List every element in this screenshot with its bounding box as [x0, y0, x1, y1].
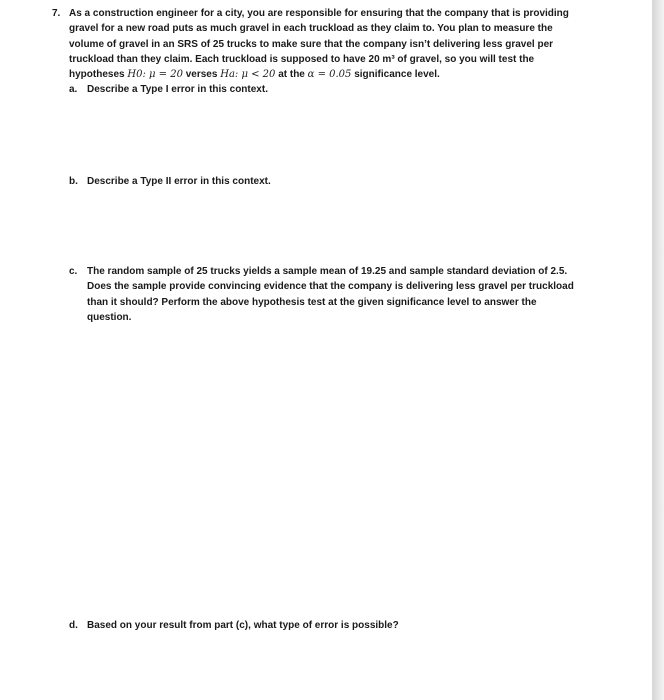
alternative-hypothesis: Ha: μ < 20	[220, 69, 276, 81]
alpha-level: α = 0.05	[307, 69, 352, 81]
question-number: 7.	[52, 8, 61, 19]
part-line: The random sample of 25 trucks yields a sample mean of 19.25 and sample standard deviation of 2.5.	[87, 266, 568, 277]
hypotheses-line	[69, 67, 617, 82]
part-line: than it should? Perform the above hypothesis test at the given significance level to answer the	[87, 296, 537, 308]
part-c-text	[87, 264, 617, 325]
part-line: question.	[87, 311, 132, 323]
question-stem	[69, 6, 617, 82]
part-label: b.	[69, 176, 78, 187]
versus-word: verses	[185, 69, 218, 81]
part-label: a.	[69, 84, 78, 95]
part-label: c.	[69, 266, 78, 277]
page-edge-shadow	[652, 0, 664, 700]
question-line: volume of gravel in an SRS of 25 trucks to make sure that the company isn’t delivering less gravel per	[69, 38, 554, 50]
hypotheses-prefix: hypotheses	[69, 69, 125, 81]
part-a-text	[87, 82, 617, 97]
part-b-text	[87, 174, 617, 189]
question-line: truckload than they claim. Each truckload is supposed to have 20 m³ of gravel, so you will test the	[69, 53, 535, 65]
at-the-text: at the	[278, 69, 305, 81]
part-label: d.	[69, 620, 78, 631]
part-d-text	[87, 618, 617, 633]
question-line: gravel for a new road puts as much gravel in each truckload as they claim to. You plan to measure the	[69, 23, 553, 35]
null-hypothesis: H0: μ = 20	[127, 69, 183, 81]
part-line: Does the sample provide convincing evidence that the company is delivering less gravel per truckload	[87, 281, 574, 293]
hypotheses-suffix: significance level.	[354, 69, 440, 81]
part-line: Based on your result from part (c), what type of error is possible?	[87, 620, 399, 631]
part-line: Describe a Type I error in this context.	[87, 84, 268, 95]
part-line: Describe a Type II error in this context.	[87, 176, 271, 187]
question-line: As a construction engineer for a city, you are responsible for ensuring that the company that is providing	[69, 8, 569, 19]
